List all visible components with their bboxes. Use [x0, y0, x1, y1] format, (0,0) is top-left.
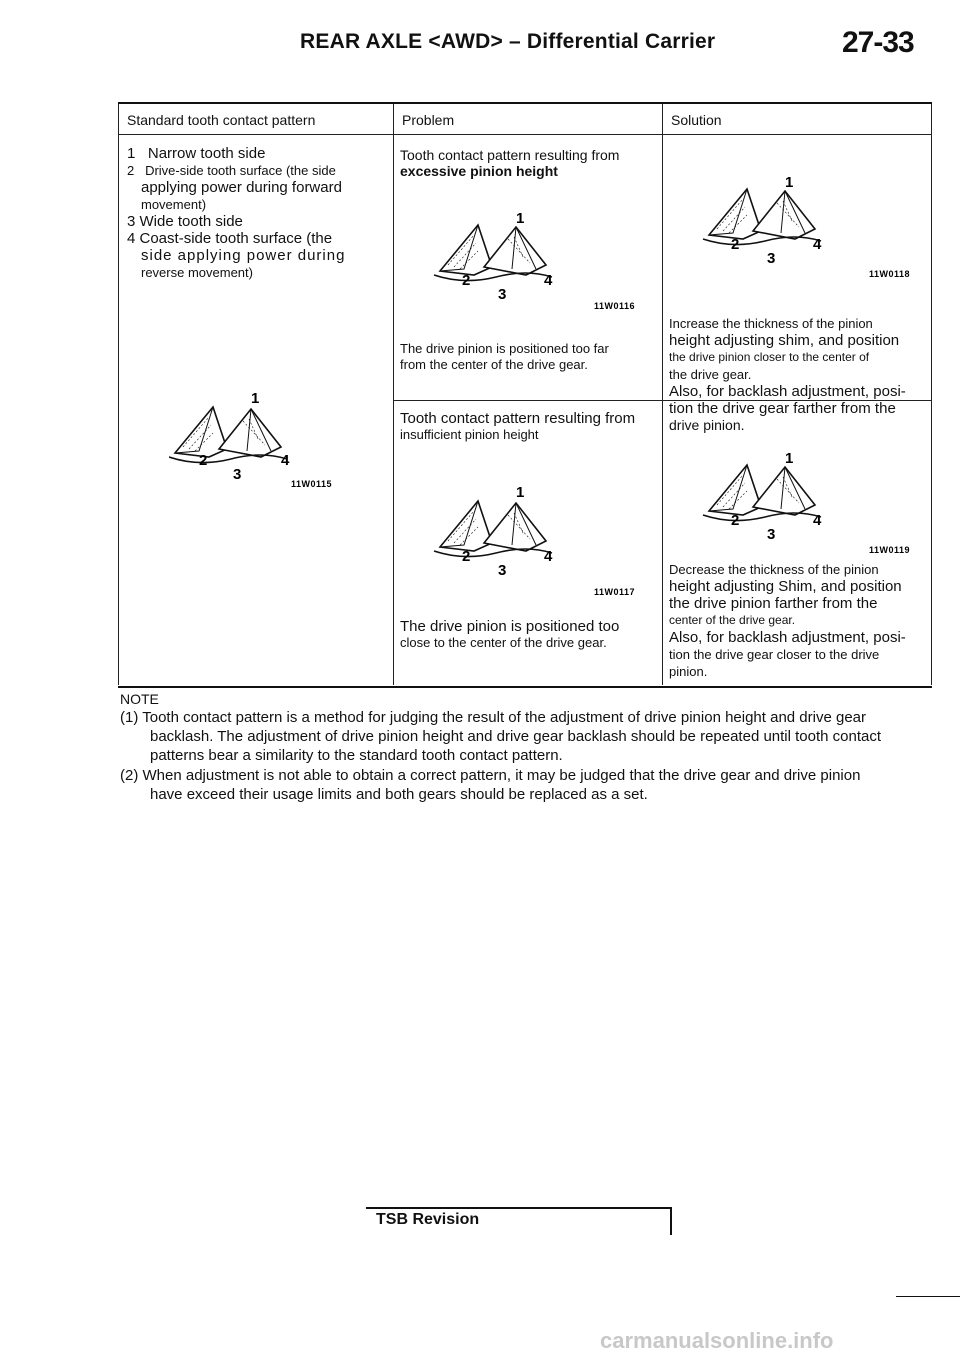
figure-code: 11W0118 [869, 269, 911, 279]
fig-label-4: 4 [813, 512, 822, 530]
col-header-standard: Standard tooth contact pattern [127, 112, 316, 128]
watermark: carmanualsonline.info [600, 1328, 834, 1353]
fig-label-2: 2 [731, 512, 740, 530]
solution-1-figure [693, 165, 923, 285]
legend-item-2: 2 Drive-side tooth surface (the side [127, 163, 336, 178]
legend-item-4-cont: side applying power during [141, 247, 346, 264]
note-heading: NOTE [120, 691, 159, 707]
solution-1-text: Increase the thickness of the pinion height adjusting shim, and position the drive pinion closer to the center of the drive gear. Also, for backlash adjustment, posi- tion the drive gear farther from the drive pinion. [669, 316, 906, 433]
page-number: 27-33 [842, 26, 914, 59]
fig-label-1: 1 [785, 174, 794, 191]
fig-label-3: 3 [233, 466, 242, 483]
fig-label-1: 1 [516, 210, 525, 227]
problem-2-title: Tooth contact pattern resulting from [400, 410, 636, 428]
standard-tooth-figure [169, 383, 369, 493]
legend-item-2-cont: applying power during forward [141, 179, 342, 196]
fig-label-4: 4 [544, 548, 553, 566]
figure-code: 11W0115 [291, 479, 333, 489]
fig-label-3: 3 [767, 250, 776, 267]
problem-2-caption: The drive pinion is positioned too close to the center of the drive gear. [400, 618, 620, 651]
fig-label-2: 2 [462, 272, 471, 289]
solution-2-figure [693, 441, 923, 561]
corner-rule [896, 1296, 960, 1297]
fig-label-1: 1 [785, 450, 794, 468]
problem-1-title: Tooth contact pattern resulting from [400, 147, 620, 163]
fig-label-4: 4 [281, 452, 290, 469]
col-header-problem: Problem [402, 112, 455, 128]
fig-label-2: 2 [462, 548, 471, 566]
note-item-1: (1) Tooth contact pattern is a method for judging the result of the adjustment of drive pinion height and drive gear backlash. The adjustment of drive pinion height and drive gear backlash should be repeated until tooth contact patterns bear a similarity to the standard tooth contact pattern. [120, 709, 882, 764]
fig-label-4: 4 [813, 236, 822, 253]
fig-label-3: 3 [767, 526, 776, 544]
note-item-2: (2) When adjustment is not able to obtain a correct pattern, it may be judged that the drive gear and drive pinion have exceed their usage limits and both gears should be replaced as a set. [120, 767, 861, 803]
fig-label-2: 2 [731, 236, 740, 253]
fig-label-3: 3 [498, 286, 507, 303]
problem-2-figure [424, 471, 654, 601]
legend-item-3: 3 Wide tooth side [127, 213, 243, 230]
problem-1-figure [424, 201, 654, 311]
problem-1-subtitle: excessive pinion height [400, 163, 558, 179]
figure-code: 11W0117 [594, 587, 636, 598]
col-header-solution: Solution [671, 112, 722, 128]
tooth-contact-table [118, 104, 932, 685]
fig-label-4: 4 [544, 272, 553, 289]
problem-1-caption: The drive pinion is positioned too far from the center of the drive gear. [400, 341, 609, 372]
page-title: REAR AXLE <AWD> – Differential Carrier [300, 30, 716, 53]
legend-item-2-end: movement) [141, 197, 207, 212]
problem-2-subtitle: insufficient pinion height [400, 427, 539, 443]
legend-item-1: 1 Narrow tooth side [127, 145, 266, 162]
solution-2-text: Decrease the thickness of the pinion height adjusting Shim, and position the drive pinion farther from the center of the drive gear. Also, for backlash adjustment, posi- tion the drive gear closer to the drive pinion. [669, 562, 906, 680]
figure-code: 11W0119 [869, 545, 911, 556]
figure-code: 11W0116 [594, 301, 636, 311]
tsb-revision-label: TSB Revision [376, 1211, 480, 1228]
fig-label-2: 2 [199, 452, 208, 469]
legend-item-4: 4 Coast-side tooth surface (the [127, 230, 333, 247]
fig-label-1: 1 [516, 484, 525, 502]
standard-legend [119, 135, 393, 281]
table-bottom-rule [118, 686, 932, 688]
legend-item-4-end: reverse movement) [141, 265, 253, 280]
fig-label-1: 1 [251, 390, 260, 407]
fig-label-3: 3 [498, 562, 507, 580]
